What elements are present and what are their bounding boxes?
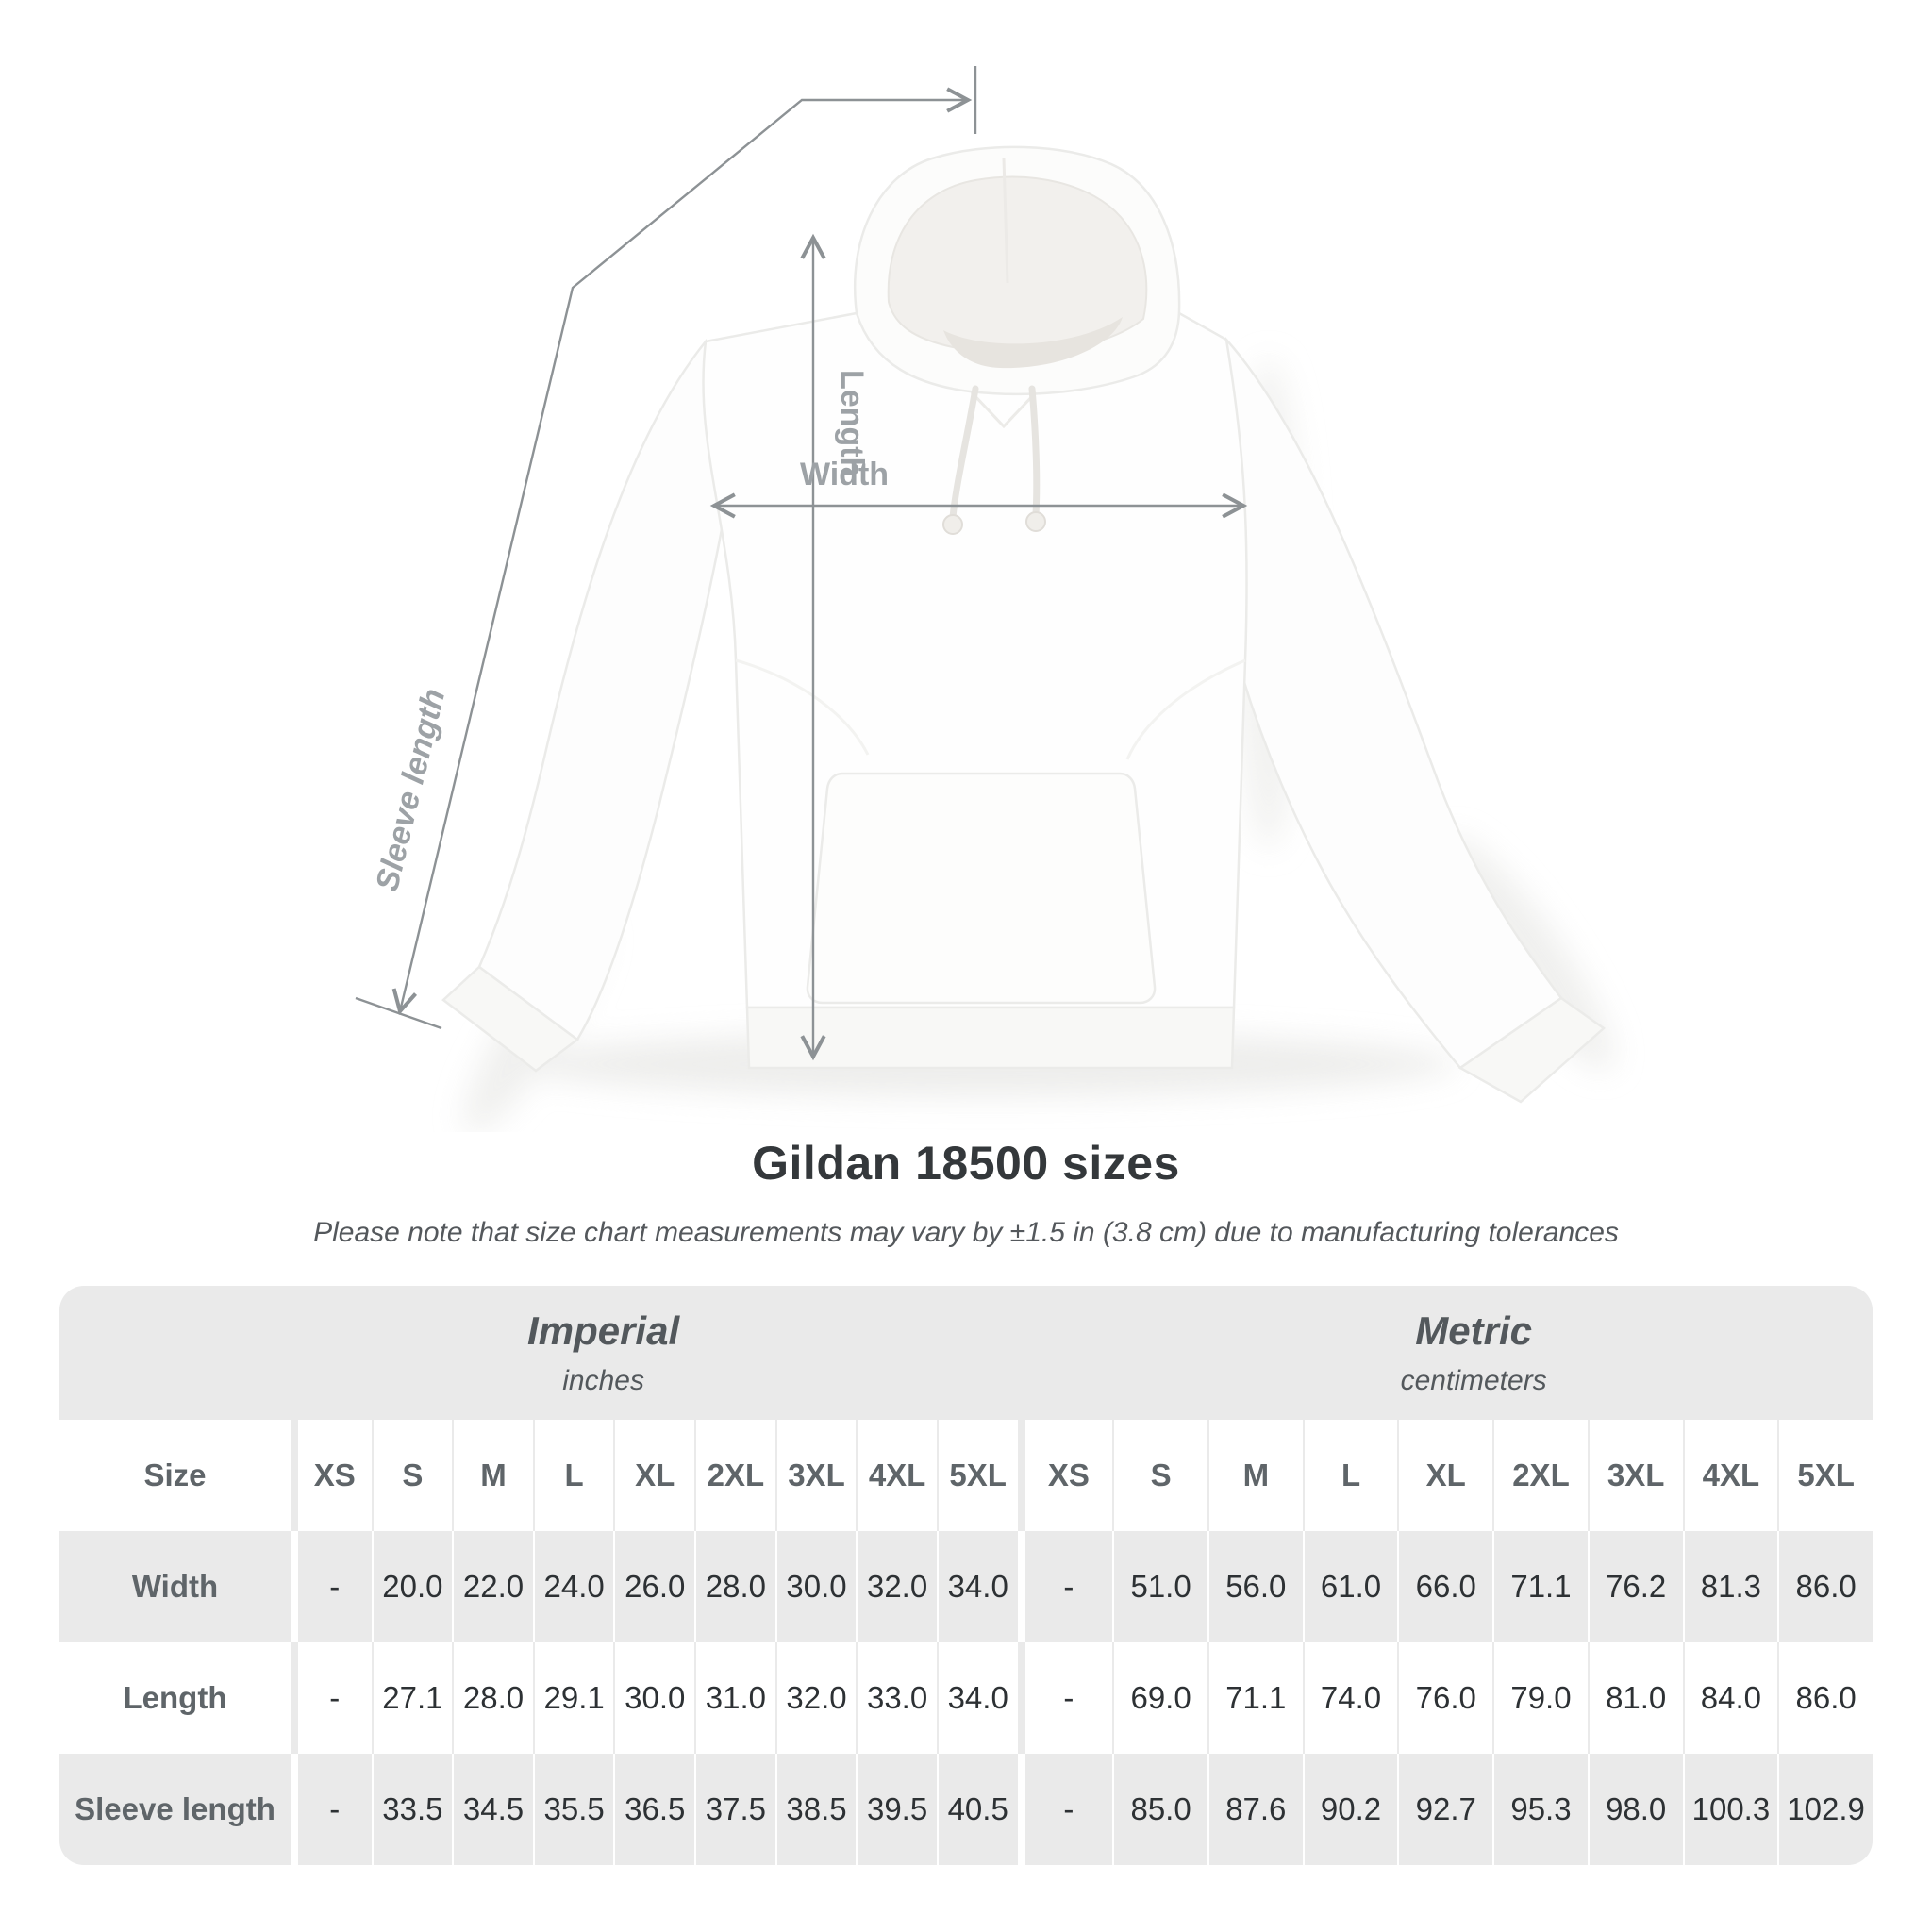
row-label-length: Length: [123, 1680, 227, 1715]
cell-sleeve-length-imperial-2xl: 37.5: [694, 1754, 775, 1865]
cell-length-imperial-5xl: 34.0: [937, 1642, 1018, 1754]
size-col-header-imperial-4xl: 4XL: [856, 1420, 937, 1531]
tolerance-note: Please note that size chart measurements may vary by ±1.5 in (3.8 cm) due to manufacturing tolerances: [313, 1217, 1619, 1248]
size-col-header-metric-3xl: 3XL: [1588, 1420, 1683, 1531]
cell-length-imperial-s: 27.1: [372, 1642, 453, 1754]
cell-width-imperial-l: 24.0: [533, 1531, 614, 1642]
cell-width-metric-4xl: 81.3: [1683, 1531, 1778, 1642]
cell-length-metric-2xl: 79.0: [1492, 1642, 1588, 1754]
cell-width-metric-s: 51.0: [1112, 1531, 1208, 1642]
page-title: Gildan 18500 sizes: [752, 1137, 1180, 1190]
size-col-header-metric-xs: XS: [1018, 1420, 1113, 1531]
cell-sleeve-length-imperial-xl: 36.5: [613, 1754, 694, 1865]
cell-width-imperial-xl: 26.0: [613, 1531, 694, 1642]
cell-sleeve-length-metric-5xl: 102.9: [1777, 1754, 1873, 1865]
cell-width-metric-2xl: 71.1: [1492, 1531, 1588, 1642]
cell-length-imperial-2xl: 31.0: [694, 1642, 775, 1754]
cell-length-metric-l: 74.0: [1303, 1642, 1398, 1754]
size-col-header-metric-s: S: [1112, 1420, 1208, 1531]
cell-sleeve-length-metric-l: 90.2: [1303, 1754, 1398, 1865]
cell-length-imperial-3xl: 32.0: [775, 1642, 857, 1754]
cell-width-imperial-3xl: 30.0: [775, 1531, 857, 1642]
size-col-header-imperial-xs: XS: [291, 1420, 372, 1531]
cell-width-imperial-s: 20.0: [372, 1531, 453, 1642]
imperial-header: Imperial: [527, 1308, 680, 1353]
cell-width-metric-5xl: 86.0: [1777, 1531, 1873, 1642]
cell-sleeve-length-imperial-4xl: 39.5: [856, 1754, 937, 1865]
imperial-unit-label: inches: [562, 1365, 644, 1396]
unit-group-imperial: [527, 1308, 679, 1397]
cell-sleeve-length-metric-xl: 92.7: [1397, 1754, 1492, 1865]
size-col-header-imperial-m: M: [452, 1420, 533, 1531]
size-table: [59, 1286, 1873, 1865]
size-col-header-imperial-s: S: [372, 1420, 453, 1531]
cell-sleeve-length-imperial-xs: -: [291, 1754, 372, 1865]
size-col-header-imperial-xl: XL: [613, 1420, 694, 1531]
cell-length-metric-m: 71.1: [1208, 1642, 1303, 1754]
cell-length-imperial-4xl: 33.0: [856, 1642, 937, 1754]
cell-sleeve-length-metric-3xl: 98.0: [1588, 1754, 1683, 1865]
size-col-header-metric-4xl: 4XL: [1683, 1420, 1778, 1531]
cell-width-metric-xl: 66.0: [1397, 1531, 1492, 1642]
size-col-header-imperial-5xl: 5XL: [937, 1420, 1018, 1531]
cell-sleeve-length-imperial-m: 34.5: [452, 1754, 533, 1865]
cell-sleeve-length-imperial-3xl: 38.5: [775, 1754, 857, 1865]
size-col-header-imperial-l: L: [533, 1420, 614, 1531]
cell-length-imperial-l: 29.1: [533, 1642, 614, 1754]
cell-width-imperial-5xl: 34.0: [937, 1531, 1018, 1642]
cell-width-metric-xs: -: [1018, 1531, 1113, 1642]
size-col-header-metric-5xl: 5XL: [1777, 1420, 1873, 1531]
size-col-header-imperial-2xl: 2XL: [694, 1420, 775, 1531]
row-label-width: Width: [131, 1569, 219, 1604]
cell-sleeve-length-imperial-l: 35.5: [533, 1754, 614, 1865]
row-label-sleeve-length: Sleeve length: [75, 1791, 275, 1826]
cell-length-metric-3xl: 81.0: [1588, 1642, 1683, 1754]
waistband: [747, 1008, 1234, 1068]
cell-sleeve-length-metric-m: 87.6: [1208, 1754, 1303, 1865]
cell-length-metric-xs: -: [1018, 1642, 1113, 1754]
cell-sleeve-length-metric-2xl: 95.3: [1492, 1754, 1588, 1865]
sleeve-measure-tick-bottom: [356, 998, 441, 1028]
cell-sleeve-length-metric-xs: -: [1018, 1754, 1113, 1865]
cell-width-metric-m: 56.0: [1208, 1531, 1303, 1642]
sleeve-length-measure-label: Sleeve length: [369, 685, 453, 895]
data-row-width: [59, 1531, 1873, 1642]
cell-length-imperial-m: 28.0: [452, 1642, 533, 1754]
data-row-length: [59, 1642, 1873, 1754]
cell-width-metric-l: 61.0: [1303, 1531, 1398, 1642]
cell-length-metric-5xl: 86.0: [1777, 1642, 1873, 1754]
unit-group-metric: [1401, 1308, 1547, 1397]
cell-width-imperial-m: 22.0: [452, 1531, 533, 1642]
size-column-label: Size: [143, 1457, 207, 1492]
cell-length-metric-s: 69.0: [1112, 1642, 1208, 1754]
unit-header-band: [59, 1286, 1873, 1420]
size-header-row: [59, 1420, 1873, 1531]
kangaroo-pocket: [808, 774, 1155, 1003]
cell-sleeve-length-imperial-5xl: 40.5: [937, 1754, 1018, 1865]
size-col-header-metric-xl: XL: [1397, 1420, 1492, 1531]
cell-sleeve-length-metric-4xl: 100.3: [1683, 1754, 1778, 1865]
cell-sleeve-length-metric-s: 85.0: [1112, 1754, 1208, 1865]
cell-length-metric-xl: 76.0: [1397, 1642, 1492, 1754]
cell-width-imperial-2xl: 28.0: [694, 1531, 775, 1642]
size-col-header-metric-l: L: [1303, 1420, 1398, 1531]
width-measure-label: Width: [799, 457, 890, 492]
metric-header: Metric: [1415, 1308, 1532, 1353]
length-measure-label: Length: [834, 370, 870, 477]
size-col-header-metric-m: M: [1208, 1420, 1303, 1531]
left-sleeve: [443, 341, 728, 1071]
data-row-sleeve-length: [59, 1754, 1873, 1865]
cell-length-imperial-xl: 30.0: [613, 1642, 694, 1754]
cell-length-metric-4xl: 84.0: [1683, 1642, 1778, 1754]
size-col-header-metric-2xl: 2XL: [1492, 1420, 1588, 1531]
metric-unit-label: centimeters: [1400, 1365, 1547, 1396]
right-sleeve: [1209, 340, 1604, 1102]
cell-sleeve-length-imperial-s: 33.5: [372, 1754, 453, 1865]
cell-width-imperial-xs: -: [291, 1531, 372, 1642]
size-col-header-imperial-3xl: 3XL: [775, 1420, 857, 1531]
cell-length-imperial-xs: -: [291, 1642, 372, 1754]
cell-width-imperial-4xl: 32.0: [856, 1531, 937, 1642]
cell-width-metric-3xl: 76.2: [1588, 1531, 1683, 1642]
